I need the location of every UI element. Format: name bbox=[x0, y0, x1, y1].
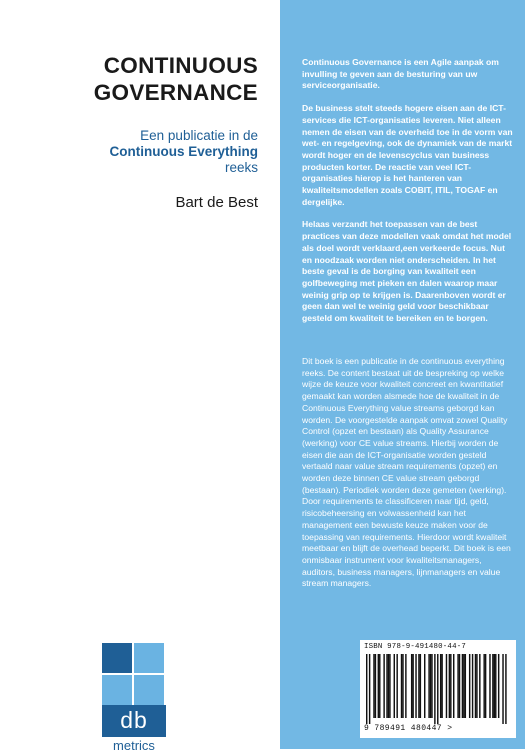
barcode-bar bbox=[459, 654, 460, 718]
barcode-bar bbox=[485, 654, 486, 718]
series-subtitle bbox=[0, 128, 258, 176]
barcode-bar bbox=[373, 654, 374, 718]
subtitle-series-name: Continuous Everything bbox=[109, 144, 258, 159]
barcode-bar bbox=[453, 654, 454, 718]
barcode-bar bbox=[389, 654, 390, 718]
book-title bbox=[0, 52, 258, 106]
barcode-bar bbox=[469, 654, 470, 718]
barcode-bar bbox=[375, 654, 376, 718]
barcode-bar bbox=[415, 654, 416, 718]
barcode-bar bbox=[492, 654, 493, 718]
barcode-bar bbox=[420, 654, 421, 718]
barcode-bar bbox=[402, 654, 403, 718]
isbn-label: ISBN 978-9-491480-44-7 bbox=[364, 643, 466, 651]
barcode-bar bbox=[440, 654, 441, 718]
barcode-bar bbox=[495, 654, 496, 718]
barcode-digits: 9 789491 480447 > bbox=[364, 724, 453, 733]
barcode-bar bbox=[383, 654, 384, 718]
barcode-bar bbox=[483, 654, 484, 718]
isbn-barcode bbox=[360, 640, 516, 738]
book-title-line-2: GOVERNANCE bbox=[93, 80, 258, 105]
barcode-bar bbox=[463, 654, 464, 718]
logo-letters: db bbox=[102, 705, 166, 737]
barcode-bar bbox=[405, 654, 406, 718]
subtitle-line-3: reeks bbox=[224, 160, 258, 175]
barcode-bar bbox=[394, 654, 395, 718]
barcode-bar bbox=[418, 654, 419, 718]
barcode-bar bbox=[424, 654, 425, 718]
barcode-bar bbox=[430, 654, 431, 718]
barcode-bar bbox=[412, 654, 413, 718]
author-name: Bart de Best bbox=[175, 194, 258, 211]
barcode-bar bbox=[462, 654, 463, 718]
barcode-bar bbox=[428, 654, 429, 718]
barcode-bar bbox=[369, 654, 370, 724]
logo-square-light bbox=[134, 643, 164, 673]
intro-paragraph-3: Helaas verzandt het toepassen van de best practices van deze modellen vaak omdat het model als doel wordt verklaard,een verkeerde focus. Nut en noodzaak worden niet onderscheiden. In het beste geval is de borging van kwaliteit een golfbeweging met pieken en dalen waarop maar weinig grip op te krijgen is. Daarenboven wordt er geen dan wel te weinig geld voor beschikbaar gesteld om kwaliteit te bereiken en te borgen. bbox=[302, 219, 512, 324]
barcode-bar bbox=[386, 654, 387, 718]
barcode-bar bbox=[366, 654, 367, 724]
barcode-bar bbox=[450, 654, 451, 718]
back-intro-text bbox=[302, 57, 514, 336]
barcode-bar bbox=[441, 654, 442, 718]
logo-name: metrics bbox=[113, 738, 155, 753]
barcode-bar bbox=[388, 654, 389, 718]
barcode-bar bbox=[472, 654, 473, 718]
barcode-bar bbox=[457, 654, 458, 718]
barcode-bar bbox=[479, 654, 480, 718]
subtitle-line-1: Een publicatie in de bbox=[140, 128, 258, 143]
barcode-bar bbox=[489, 654, 490, 718]
logo-square-light bbox=[134, 675, 164, 705]
back-body-text bbox=[302, 356, 514, 590]
barcode-bar bbox=[475, 654, 476, 718]
barcode-bar bbox=[498, 654, 499, 718]
barcode-bar bbox=[437, 654, 438, 724]
barcode-bar bbox=[401, 654, 402, 718]
barcode-bar bbox=[446, 654, 447, 718]
barcode-bar bbox=[396, 654, 397, 718]
logo-square-dark bbox=[102, 643, 132, 673]
barcode-bar bbox=[449, 654, 450, 718]
barcode-bar bbox=[411, 654, 412, 718]
barcode-bars bbox=[366, 654, 510, 724]
intro-paragraph-1: Continuous Governance is een Agile aanpak om invulling te geven aan de besturing van uw serviceorganisatie. bbox=[302, 57, 499, 91]
barcode-bar bbox=[505, 654, 506, 724]
barcode-bar bbox=[494, 654, 495, 718]
barcode-bar bbox=[434, 654, 435, 724]
barcode-bar bbox=[465, 654, 466, 718]
barcode-bar bbox=[431, 654, 432, 718]
barcode-bar bbox=[378, 654, 379, 718]
barcode-bar bbox=[379, 654, 380, 718]
book-title-line-1: CONTINUOUS bbox=[103, 53, 258, 78]
logo-square-light bbox=[102, 675, 132, 705]
body-paragraph: Dit boek is een publicatie in de continuous everything reeks. De content bestaat uit de bespreking op welke wijze de keuze voor kwaliteit concreet en kwantitatief gemaakt kan worden alsmede hoe de kwaliteit in de Continuous Everything value streams geborgd kan worden. De voorgestelde aanpak omvat zowel Quality Control (opzet en bestaan) als Quality Assurance (werking) voor CE value streams. Hierbij worden de eisen die aan de ICT-organisatie worden gesteld vertaald naar value stream requirements (opzet) en worden deze binnen CE value stream geborgd (bestaan). Periodiek worden deze gemeten (werking). Door requirements te classificeren naar tijd, geld, risicobeheersing en volwassenheid kan het management een bewuste keuze maken voor de toepassing van requirements. Hierdoor wordt kwaliteit meetbaar en blijft de overhead beperkt. Dit boek is een onmisbaar instrument voor kwaliteitsmanagers, auditors, business managers, lijnmanagers en value stream managers. bbox=[302, 356, 511, 589]
barcode-bar bbox=[476, 654, 477, 718]
intro-paragraph-2: De business stelt steeds hogere eisen aan de ICT-services die ICT-organisaties leveren. Niet alleen nemen de eisen van de overheid toe in de vorm van wet- en regelgeving, ook de dynamiek van de markt wordt hoger en de levenscyclus van business producten korter. De reactie van veel ICT-organisaties hierop is het hanteren van kwaliteitsmodellen zoals COBIT, ITIL, TOGAF en dergelijke. bbox=[302, 103, 513, 207]
barcode-bar bbox=[502, 654, 503, 724]
